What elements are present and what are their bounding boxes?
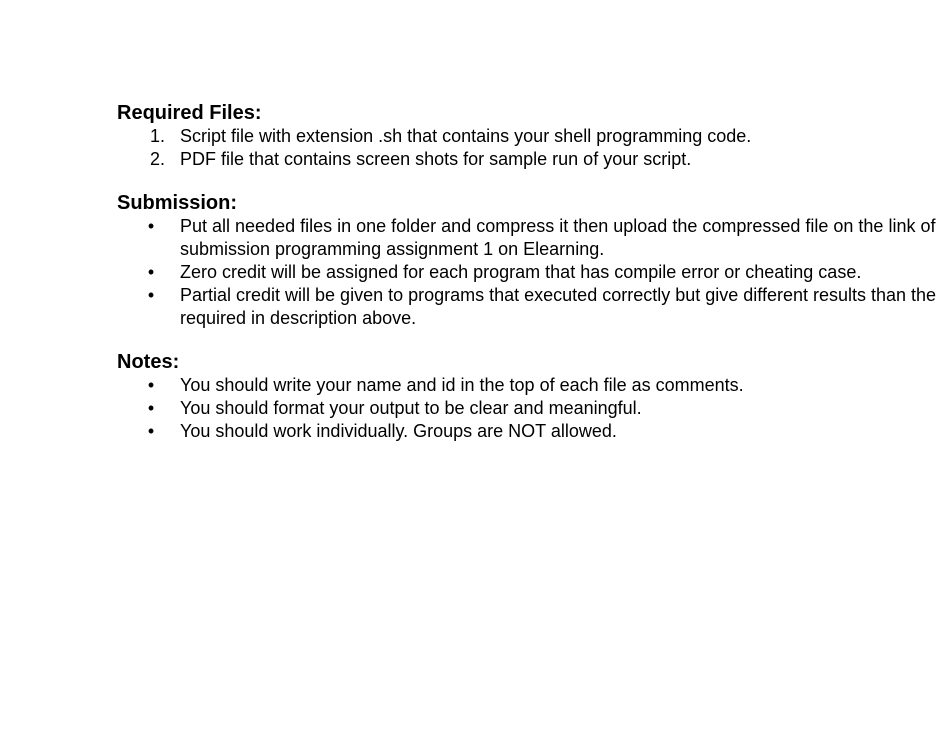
document-content	[117, 102, 943, 464]
list-item	[117, 261, 943, 284]
list-item-text: PDF file that contains screen shots for sample run of your script.	[180, 149, 692, 169]
list-item-text: You should work individually. Groups are NOT allowed.	[180, 421, 617, 441]
list-item	[117, 148, 943, 171]
list-item-text: Script file with extension .sh that contains your shell programming code.	[180, 126, 752, 146]
bullet-icon: •	[147, 285, 155, 305]
bullet-icon: •	[147, 375, 155, 395]
required-files-heading: Required Files:	[117, 102, 262, 124]
list-item-text: Zero credit will be assigned for each program that has compile error or cheating case.	[180, 262, 862, 282]
list-item	[117, 374, 943, 397]
required-files-list	[117, 125, 943, 171]
submission-heading: Submission:	[117, 192, 238, 214]
list-number: 1.	[149, 126, 165, 146]
bullet-icon: •	[147, 421, 155, 441]
list-item-text: Put all needed files in one folder and compress it then upload the compressed file on the link of submission programming assignment 1 on Elearning.	[180, 216, 936, 259]
list-item	[117, 397, 943, 420]
list-item	[117, 420, 943, 443]
notes-section	[117, 351, 943, 443]
list-item	[117, 284, 943, 330]
bullet-icon: •	[147, 216, 155, 236]
notes-heading: Notes:	[117, 351, 180, 373]
required-files-section	[117, 102, 943, 171]
list-item	[117, 215, 943, 261]
list-item-text: Partial credit will be given to programs that executed correctly but give different results than the required in description above.	[180, 285, 937, 328]
submission-section	[117, 192, 943, 330]
list-number: 2.	[149, 149, 165, 169]
notes-list	[117, 374, 943, 443]
list-item-text: You should format your output to be clear and meaningful.	[180, 398, 642, 418]
bullet-icon: •	[147, 398, 155, 418]
submission-list	[117, 215, 943, 330]
bullet-icon: •	[147, 262, 155, 282]
list-item	[117, 125, 943, 148]
list-item-text: You should write your name and id in the top of each file as comments.	[180, 375, 744, 395]
